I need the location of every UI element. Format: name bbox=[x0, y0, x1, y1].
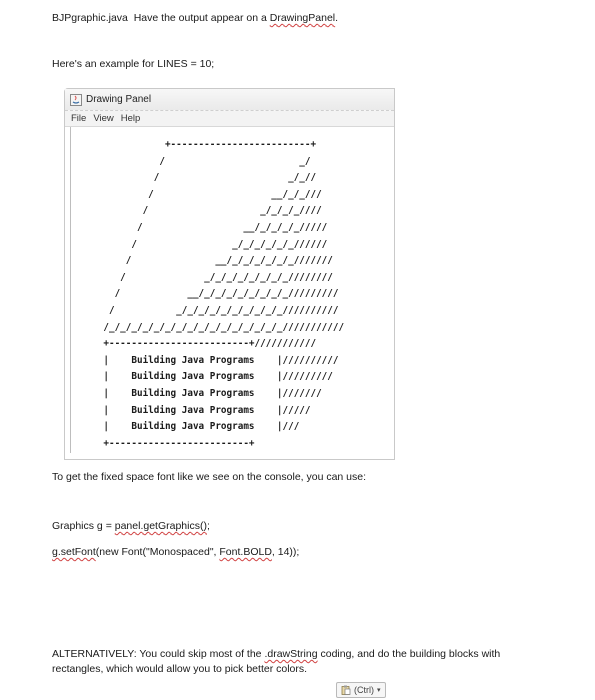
code-line-1 bbox=[52, 520, 210, 532]
art-line: /_/_/_/_/_/_/_/_/_/_/_/_/_/_/_/_/////////// bbox=[103, 321, 345, 333]
art-line: +-------------------------+ bbox=[164, 139, 317, 150]
file-name: BJPgraphic.java bbox=[52, 12, 128, 24]
window-titlebar[interactable] bbox=[65, 89, 394, 111]
clipboard-icon bbox=[341, 685, 351, 695]
art-line: / _/ bbox=[159, 155, 311, 167]
chevron-down-icon: ▾ bbox=[377, 687, 381, 694]
art-line: / _/_/_/_//// bbox=[142, 205, 322, 217]
ascii-art bbox=[81, 137, 344, 452]
alternative-line-1 bbox=[52, 648, 500, 660]
art-line: / __/_/_/// bbox=[148, 188, 322, 200]
alt-start: ALTERNATIVELY: You could skip most of the bbox=[52, 648, 265, 660]
get-graphics-link: panel.getGraphics() bbox=[114, 520, 207, 532]
drawstring-link: .drawString bbox=[264, 648, 318, 660]
art-line: | Building Java Programs |/////// bbox=[103, 387, 322, 399]
menu-bar bbox=[65, 111, 394, 127]
art-line: / __/_/_/_/_/_/_/////// bbox=[125, 255, 333, 267]
code-1-end: ; bbox=[206, 520, 210, 532]
art-line: / _/_/_/_/_/_////// bbox=[131, 238, 328, 250]
art-line: | Building Java Programs |///////// bbox=[103, 371, 333, 383]
art-line: | Building Java Programs |///// bbox=[103, 404, 311, 416]
art-line: / __/_/_/_/_/_/_/_/_///////// bbox=[114, 288, 339, 300]
art-line: / _/_/_/_/_/_/_/_//////// bbox=[120, 271, 333, 283]
art-line: / _/_/_/_/_/_/_/_/_/_////////// bbox=[108, 304, 339, 316]
menu-help[interactable]: Help bbox=[120, 113, 141, 124]
intro-end: . bbox=[335, 12, 339, 24]
art-line: | Building Java Programs |/// bbox=[103, 421, 300, 433]
font-tip-line: To get the fixed space font like we see on the console, you can use: bbox=[52, 471, 367, 483]
code-2-mid: (new Font("Monospaced", bbox=[95, 546, 220, 558]
art-line: / __/_/_/_/_///// bbox=[136, 221, 328, 233]
alternative-line-2: rectangles, which would allow you to pick better colors. bbox=[52, 663, 308, 675]
menu-view[interactable]: View bbox=[93, 113, 114, 124]
java-icon bbox=[70, 94, 82, 106]
drawing-panel-window bbox=[64, 88, 395, 460]
drawing-canvas bbox=[70, 127, 388, 453]
drawingpanel-link: DrawingPanel bbox=[269, 12, 336, 24]
code-1-start: Graphics g = bbox=[52, 520, 115, 532]
alt-end: coding, and do the building blocks with bbox=[317, 648, 501, 660]
menu-file[interactable]: File bbox=[71, 113, 87, 124]
intro-text: Have the output appear on a bbox=[133, 12, 267, 24]
paste-options-button[interactable] bbox=[336, 682, 386, 698]
code-line-2 bbox=[52, 546, 299, 558]
font-bold-link: Font.BOLD bbox=[219, 546, 272, 558]
example-line: Here's an example for LINES = 10; bbox=[52, 58, 215, 70]
code-2-end: , 14)); bbox=[271, 546, 300, 558]
art-line: / _/_// bbox=[153, 172, 317, 184]
ctrl-label: (Ctrl) bbox=[354, 685, 374, 695]
intro-line bbox=[52, 12, 338, 24]
art-line: +-------------------------+/////////// bbox=[103, 338, 317, 350]
art-line: +-------------------------+ bbox=[103, 437, 255, 449]
window-title: Drawing Panel bbox=[86, 94, 152, 105]
setfont-link: g.setFont bbox=[52, 546, 96, 558]
art-line: | Building Java Programs |////////// bbox=[103, 354, 339, 366]
